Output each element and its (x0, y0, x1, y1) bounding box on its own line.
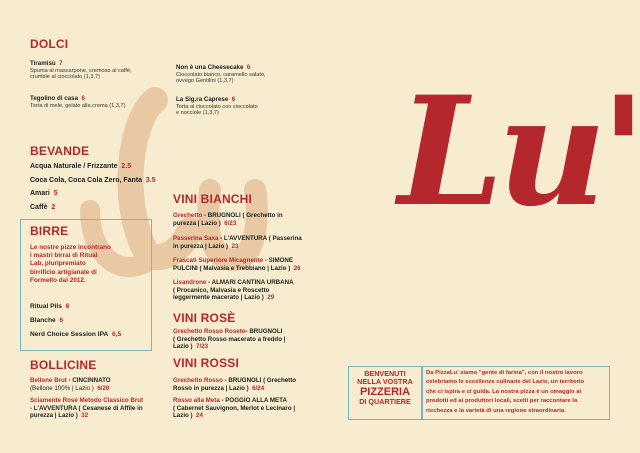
welcome-line: NELLA VOSTRA (357, 377, 413, 386)
drinks-list (30, 160, 156, 214)
beer-price: 6,5 (111, 331, 122, 338)
bevande-title: BEVANDE (30, 144, 90, 158)
dessert-item (30, 95, 125, 109)
drink-price: 2 (51, 203, 56, 211)
drink-name: Amari (30, 190, 50, 197)
dessert-desc: e nocciole (1,3,7) (176, 110, 219, 117)
dessert-price: 7 (59, 60, 63, 67)
dolci-title: DOLCI (30, 37, 69, 51)
info-box (422, 366, 610, 420)
dessert-name: Tiramisù (30, 60, 56, 67)
vini-rossi-title: VINI ROSSI (173, 356, 240, 370)
welcome-line: PIZZERIA (359, 386, 411, 398)
drink-name: Acqua Naturale / Frizzante (30, 163, 118, 170)
dessert-item (30, 60, 132, 81)
brand-logo: Lu' (398, 64, 640, 240)
dessert-desc: Torta al cioccolato con cioccolato (176, 103, 258, 110)
wine-item: Grechetto - BRUGNOLI ( Grechetto in purezza | Lazio ) 6/23 (173, 212, 283, 227)
dessert-desc: crumble al cioccolato (1,3,7) (30, 74, 100, 81)
dessert-price: 6 (81, 95, 85, 102)
beer-name: Blanche (30, 317, 56, 324)
drink-price: 2.5 (121, 163, 132, 170)
wine-item: Grechetto Rosso - BRUGNOLI ( Grechetto Rosso in purezza | Lazio ) 6/24 (173, 377, 297, 392)
beer-name: Nerd Choice Session IPA (30, 331, 109, 338)
dessert-name: Non è una Cheesecake (176, 64, 244, 71)
info-line: prodotti ed ai produttori locali, scelti per raccontare la (426, 398, 578, 405)
drink-name: Coca Cola, Coca Cola Zero, Fanta (30, 176, 143, 184)
info-line: che ci ispira e ci guida. La nostra pizza è un omaggio ai (426, 388, 582, 395)
wine-item: Passerina Saxa - L'AVVENTURA ( Passerina in purezza | Lazio ) 23 (173, 235, 302, 250)
info-line: celebriamo le eccellenze culinarie del Lazio, un territorio (426, 379, 585, 386)
wine-item: Frascati Superiore Micagnente - SIMONE PULCINI ( Malvasia e Trebbiano | Lazio ) 26 (173, 257, 301, 272)
dessert-price: 6 (246, 64, 251, 71)
welcome-box (348, 366, 422, 420)
dessert-name: Tegolino di casa (30, 95, 79, 102)
dessert-item (176, 96, 258, 117)
beer-price: 6 (65, 303, 70, 310)
drink-name: Caffè (30, 203, 48, 211)
vini-bianchi-title: VINI BIANCHI (173, 192, 253, 206)
dessert-item (176, 64, 266, 85)
wine-item: Rosso alla Meta - POGGIO ALLA META ( Cabernet Sauvignon, Merlot e Lecinaro | Lazio ) 24 (173, 397, 296, 420)
dessert-desc: Torta di mele, gelato alla crema (1,3,7) (30, 102, 126, 109)
welcome-line: DI QUARTIERE (359, 397, 411, 406)
bollicine-title: BOLLICINE (30, 358, 97, 372)
drink-price: 3.5 (145, 176, 156, 184)
welcome-line: BENVENUTI (364, 369, 406, 378)
vini-rose-title: VINI ROSÈ (173, 311, 236, 325)
beer-name: Ritual Pils (30, 303, 62, 310)
wine-item: Grechetto Rosso Roseto- BRUGNOLI ( Grechetto Rosso macerato a freddo | Lazio ) 7/23 (173, 328, 286, 351)
dessert-price: 6 (231, 96, 236, 103)
beer-price: 6 (59, 317, 63, 324)
wine-item: Lisandrone - ALMARI CANTINA URBANA ( Procanico, Malvasia e Roscetto leggermente macerato | Lazio ) 29 (173, 279, 294, 302)
beer-list (30, 300, 121, 342)
dessert-name: La Sig.ra Caprese (176, 96, 229, 103)
drink-price: 5 (53, 190, 58, 197)
dessert-desc: ovvego Gentilini (1,3,7) (176, 78, 234, 85)
birre-title: BIRRE (30, 224, 69, 238)
wine-item: Bellone Brut - CINCINNATO (Bellone 100% | Lazio ) 6/20 (30, 377, 111, 392)
info-line: Da PizzaLu' siamo "gente di farina", con il nostro lavoro (426, 370, 583, 376)
dessert-desc: Spuma al mascarpone, cremoso al caffè, (30, 67, 132, 74)
wine-item: Sciamente Rosé Metodo Classico Brut - L'AVVENTURA ( Cesanese di Affile in purezza | Lazio ) 32 (30, 397, 144, 420)
info-line: ricchezza e la varietà di una regione straordinaria. (426, 407, 566, 414)
birre-intro: Le nostre pizze incontrano i mastri birrai di Ritual Lab, pluripremiato birrificio artigianale di Formello dal 2012. (30, 244, 111, 284)
dessert-desc: Cioccolato bianco, caramello salato, (176, 71, 266, 78)
